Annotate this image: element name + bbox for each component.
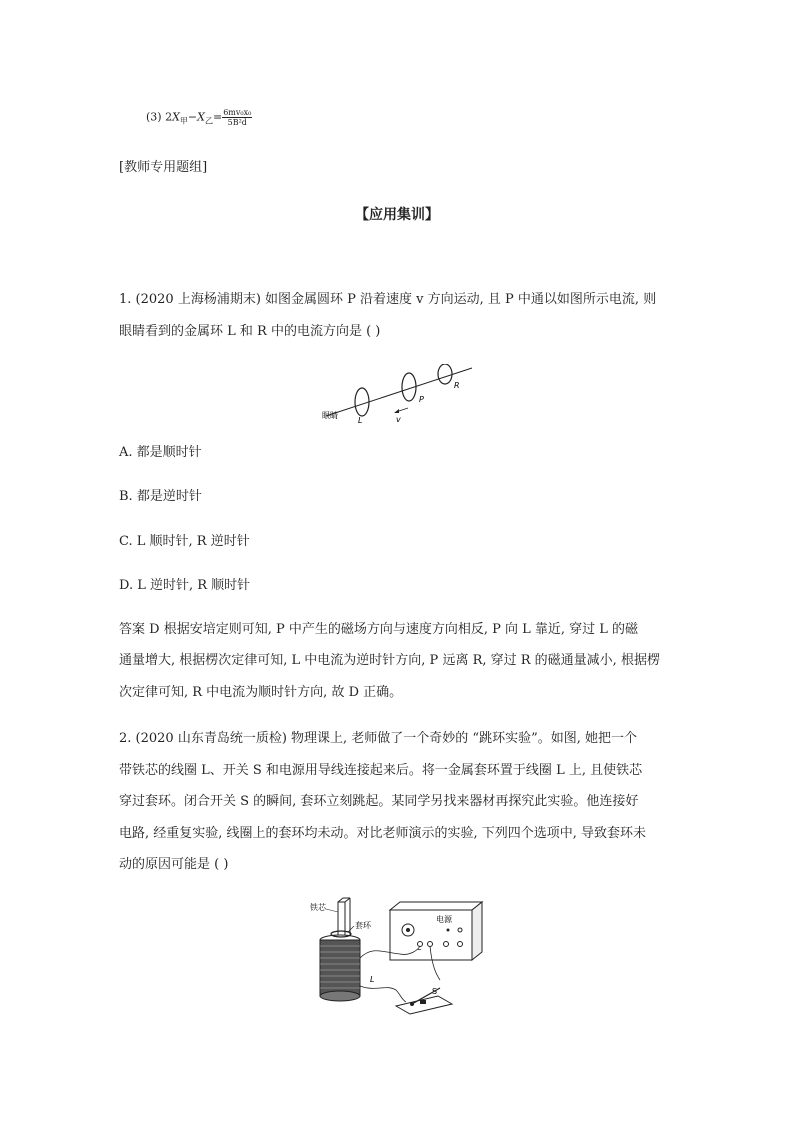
label-v: v [396, 415, 401, 424]
formula-minus: − [187, 110, 198, 124]
label-eye: 眼睛 [322, 411, 338, 420]
label-R: R [454, 381, 460, 390]
ring-R [438, 364, 452, 384]
velocity-arrowhead [394, 409, 399, 413]
q1-option-d: D. L 逆时针, R 顺时针 [119, 578, 251, 593]
formula-x2: X [197, 110, 205, 124]
label-tilde: ~ [416, 946, 422, 954]
q1-answer-line2: 通量增大, 根据楞次定律可知, L 中电流为逆时针方向, P 远离 R, 穿过 R 的磁通量减小, 根据楞 [119, 653, 660, 668]
formula-sub1: 甲 [179, 116, 188, 126]
switch-base [396, 996, 452, 1014]
label-core: 铁芯 [310, 903, 326, 912]
section-title: 【应用集训】 [355, 207, 439, 223]
formula-fraction [222, 108, 252, 127]
q1-answer-line3: 次定律可知, R 中电流为顺时针方向, 故 D 正确。 [119, 685, 403, 700]
coil [320, 940, 360, 996]
q1-option-b: B. 都是逆时针 [119, 489, 202, 504]
ring-L [355, 388, 369, 416]
label-S: S [432, 987, 438, 996]
q1-figure-rings [320, 364, 480, 424]
q1-stem-line1: 1. (2020 上海杨浦期末) 如图金属圆环 P 沿着速度 v 方向运动, 且 P 中通以如图所示电流, 则 [119, 292, 657, 307]
formula-prefix: (3) 2 [146, 110, 173, 124]
section-tag: [教师专用题组] [119, 160, 208, 175]
formula-eq: = [212, 110, 223, 124]
formula-3 [146, 108, 252, 131]
q2-stem-line4: 电路, 经重复实验, 线圈上的套环均未动。对比老师演示的实验, 下列四个选项中, 导致套环未 [119, 826, 647, 841]
q2-stem-line3: 穿过套环。闭合开关 S 的瞬间, 套环立刻跳起。某同学另找来器材再探究此实验。他连接好 [119, 794, 639, 809]
wire-3 [360, 986, 406, 1002]
formula-x1: X [172, 110, 180, 124]
formula-denominator: 5B²d [227, 118, 247, 127]
q2-stem-line1: 2. (2020 山东青岛统一质检) 物理课上, 老师做了一个奇妙的 “跳环实验”。如图, 她把一个 [119, 731, 637, 746]
q2-stem-line5: 动的原因可能是 ( ) [119, 857, 229, 872]
label-P: P [419, 395, 424, 404]
formula-numerator: 6mv₀x₀ [223, 108, 252, 117]
label-L: L [358, 416, 363, 424]
formula-sub2: 乙 [204, 116, 213, 126]
label-ring: 套环 [355, 921, 371, 930]
q1-option-c: C. L 顺时针, R 逆时针 [119, 534, 250, 549]
label-power: 电源 [436, 915, 452, 924]
q1-option-a: A. 都是顺时针 [119, 445, 202, 460]
q1-stem-line2: 眼睛看到的金属环 L 和 R 中的电流方向是 ( ) [119, 324, 381, 339]
q2-stem-line2: 带铁芯的线圈 L、开关 S 和电源用导线连接起来后。将一金属套环置于线圈 L 上, 且使铁芯 [119, 763, 643, 778]
label-L2: L [370, 975, 375, 984]
q1-answer-line1: 答案 D 根据安培定则可知, P 中产生的磁场方向与速度方向相反, P 向 L 靠近, 穿过 L 的磁 [119, 622, 639, 637]
q2-figure-jumping-ring [300, 896, 490, 1026]
